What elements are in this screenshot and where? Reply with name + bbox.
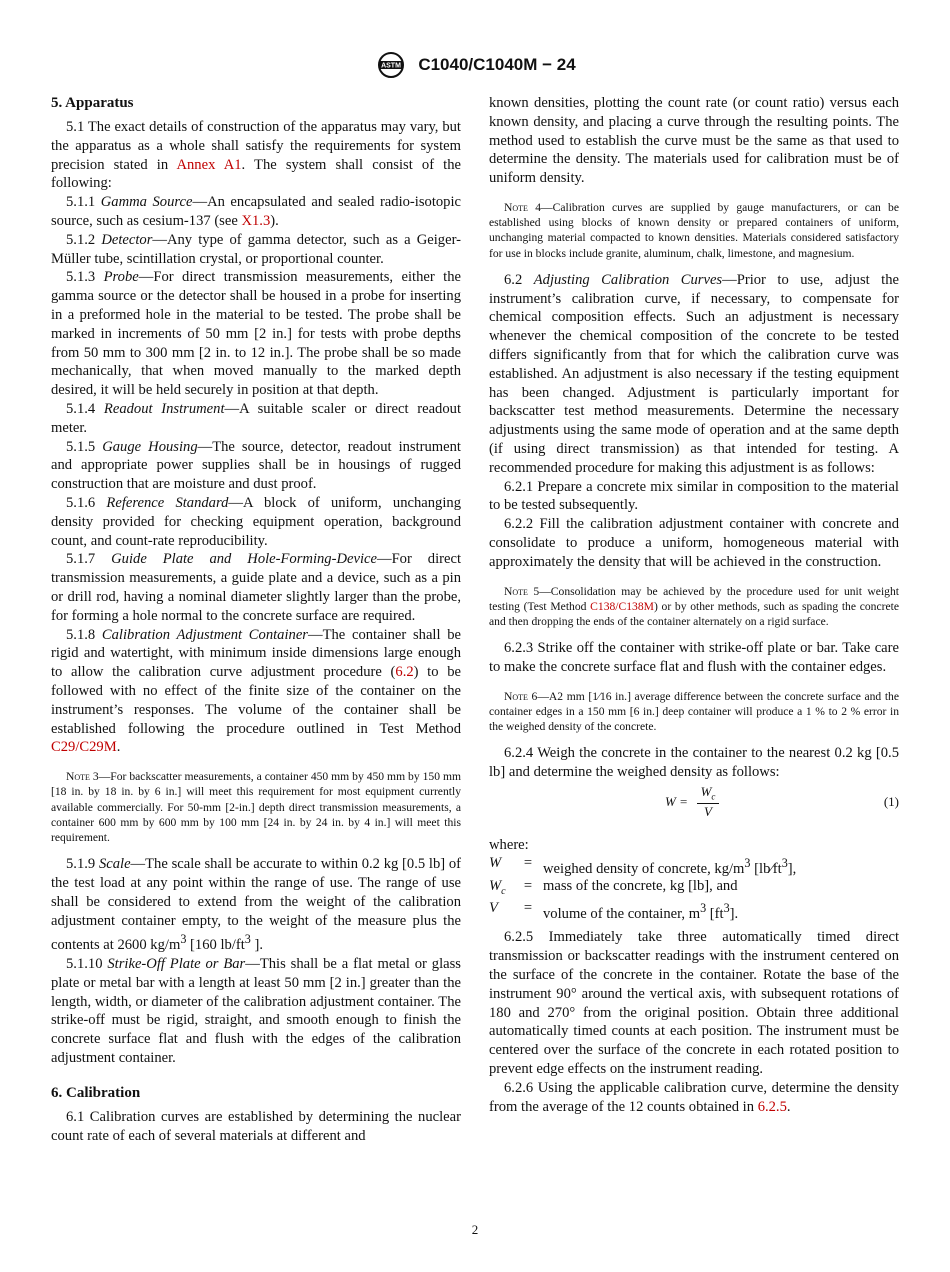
- where-label: where:: [489, 836, 529, 853]
- c29-link[interactable]: C29/C29M: [51, 739, 117, 756]
- para-6-2-4: 6.2.4 Weigh the concrete in the container to the nearest 0.2 kg [0.5 lb] and determine the weighed density as follows:: [489, 745, 899, 781]
- definition-row: V = volume of the container, $m^3$ $[ft^3]$.: [489, 899, 739, 922]
- note-5: Note 5—Consolidation may be achieved by the procedure used for unit weight testing (Test Method C138/C138M) or by other methods, such as spading the concrete and then dropping the ends of the container alternately on a rigid surface.: [489, 584, 899, 628]
- x1-3-link[interactable]: X1.3: [241, 212, 271, 229]
- equation-1: [489, 784, 899, 828]
- para-5-1-6: 5.1.6 Reference Standard—A block of uniform, unchanging density provided for checking equipment operation, background count, and count-rate reproducibility.: [51, 494, 461, 549]
- para-5-1-10: 5.1.10 Strike-Off Plate or Bar—This shall be a flat metal or glass plate or metal bar with a length at least 50 mm [2 in.] greater than the length, width, or diameter of the calibration adjustment container. The strike-off must be rigid, straight, and smooth enough to finish the concrete surface flat and flush with the edges of the calibration adjustment container.: [51, 955, 461, 1066]
- para-6-2-5: 6.2.5 Immediately take three automatically timed direct transmission or backscatter readings with the instrument centered on the surface of the concrete in the container. Rotate the base of the instrument 90° around the vertical axis, with subsequent rotations of 180 and 270° from the original position. Obtain three additional automatically timed counts at each position. The instrument must be centered over the surface of the concrete in each rotated position to prevent edge effects on the instrument reading.: [489, 929, 899, 1077]
- svg-text:ASTM: ASTM: [381, 62, 402, 70]
- note-4: Note 4—Calibration curves are supplied by gauge manufacturers, or can be established using blocks of known density or prepared containers of uniform, unchanging material compacted to known densities. Materials considered satisfactory for use in blocks include granite, aluminum, chalk, limestone, and magnesium.: [489, 200, 899, 260]
- para-5-1-5: 5.1.5 Gauge Housing—The source, detector, readout instrument and appropriate power supplies shall be in housings of rugged construction that are moisture and dust proof.: [51, 438, 461, 493]
- para-5-1-4: 5.1.4 Readout Instrument—A suitable scaler or direct readout meter.: [51, 400, 461, 436]
- para-5-1-3: 5.1.3 Probe—For direct transmission measurements, either the gamma source or the detector shall be housed in a probe for inserting in a preformed hole in the material to be tested. The probe shall be marked in increments of 50 mm [2 in.] for tests with probe depths from 50 mm to 300 mm [2 in. to 12 in.]. The probe shall be so made mechanically, that when moved manually to the marked depth desired, it will be held securely in position at that depth.: [51, 269, 461, 399]
- equation-number: (1): [883, 793, 899, 809]
- section-6-2-link[interactable]: 6.2: [395, 664, 414, 681]
- para-6-2-6: 6.2.6 Using the applicable calibration curve, determine the density from the average of the 12 counts obtained in 6.2.5.: [489, 1079, 899, 1115]
- standard-designation: C1040/C1040M − 24: [418, 55, 576, 74]
- equation-fraction: $\frac{W_c}{V}$: [697, 784, 719, 820]
- section-5-heading: 5. Apparatus: [51, 95, 134, 111]
- para-6-2-3: 6.2.3 Strike off the container with strike-off plate or bar. Take care to make the concrete surface flat and flush with the container edges.: [489, 640, 899, 675]
- left-column: [51, 94, 461, 1145]
- note-3: Note 3—For backscatter measurements, a container 450 mm by 450 mm by 150 mm [18 in. by 18 in. by 6 in.] will meet this requirement for most equipment currently available commercially. For 50-mm [2-in.] depth direct transmission measurements, a container 600 mm by 600 mm by 100 mm [24 in. by 24 in. by 4 in.] will meet this requirement.: [51, 770, 461, 844]
- para-5-1-7: 5.1.7 Guide Plate and Hole-Forming-Device—For direct transmission measurements, a guide plate and a device, such as a pin or drill rod, having a nominal diameter slightly larger than the probe, for forming a hole normal to the concrete surface are required.: [51, 551, 461, 624]
- c138-link[interactable]: C138/C138M: [590, 599, 654, 613]
- equation-lhs: W =: [665, 793, 688, 809]
- para-6-1: 6.1 Calibration curves are established by determining the nuclear count rate of each of several materials at different and: [51, 1108, 461, 1144]
- para-5-1: 5.1 The exact details of construction of the apparatus may vary, but the apparatus as a whole shall satisfy the requirements for system precision stated in Annex A1. The system shall consist of the following:: [51, 119, 462, 192]
- annex-a1-link[interactable]: Annex A1: [176, 156, 242, 173]
- para-6-2-2: 6.2.2 Fill the calibration adjustment container with concrete and consolidate to produce a uniform, homogeneous material with approximately the density that will be achieved in the construction.: [489, 516, 899, 570]
- para-6-1-continued: known densities, plotting the count rate (or count ratio) versus each known density, and placing a curve through the resulting points. The method used to establish the curve must be the same as that used to determine the density. The materials used for calibration must be of uniform density.: [489, 95, 899, 187]
- definition-row: W = weighed density of concrete, $kg/m^3$ $[lb⁄ft^3]$,: [489, 854, 797, 877]
- para-5-1-8: 5.1.8 Calibration Adjustment Container—The container shall be rigid and watertight, with minimum inside dimensions large enough to allow the calibration curve adjustment procedure (6.2) to be followed with no effect of the finite size of the container on the instrument’s responses. The volume of the container shall be established following the procedure outlined in Test Method C29/C29M.: [51, 626, 461, 756]
- definition-row: $W_c$ = mass of the concrete, kg [lb], and: [489, 877, 738, 897]
- page-number: 2: [471, 1222, 479, 1237]
- para-6-2-1: 6.2.1 Prepare a concrete mix similar in composition to the material to be tested subsequently.: [489, 478, 899, 514]
- para-6-2: 6.2 Adjusting Calibration Curves—Prior to use, adjust the instrument’s calibration curve, if necessary, to compensate for chemical composition effects. Such an adjustment is necessary whenever the chemical composition of the concrete to be tested differs significantly from that for which the calibration curve was established. An adjustment is also necessary if the testing equipment has been changed. Adjustment is particularly important for backscatter test method measurements. Determine the necessary adjustments using the same mode of operation and at the same depth (if using direct transmission) as that intended for testing. A recommended procedure for making this adjustment is as follows:: [489, 271, 899, 476]
- page-header: [0, 50, 950, 80]
- para-5-1-1: 5.1.1 Gamma Source—An encapsulated and sealed radio-isotopic source, such as cesium-137 (see X1.3).: [51, 194, 461, 229]
- section-6-heading: 6. Calibration: [51, 1084, 141, 1101]
- para-5-1-9: 5.1.9 Scale—The scale shall be accurate to within 0.2 kg [0.5 lb] of the test load at any point within the range of use. The range of use shall be considered to extend from the weight of the calibration adjustment container empty, to the weight of the measure plus the contents at 2600 $kg/m^3$ [160 $lb/ft^3$ ].: [51, 856, 461, 954]
- note-6: Note 6—A2 mm [1⁄16 in.] average difference between the concrete surface and the container edges in a 150 mm [6 in.] deep container will produce a 1 % to 2 % error in the weighed density of the concrete.: [489, 689, 900, 734]
- astm-logo-icon: [374, 50, 408, 80]
- right-column: [489, 94, 899, 1116]
- section-6-2-5-link[interactable]: 6.2.5: [757, 1098, 787, 1115]
- variable-definitions: [489, 855, 796, 923]
- para-5-1-2: 5.1.2 Detector—Any type of gamma detector, such as a Geiger-Müller tube, scintillation crystal, or proportional counter.: [51, 231, 461, 267]
